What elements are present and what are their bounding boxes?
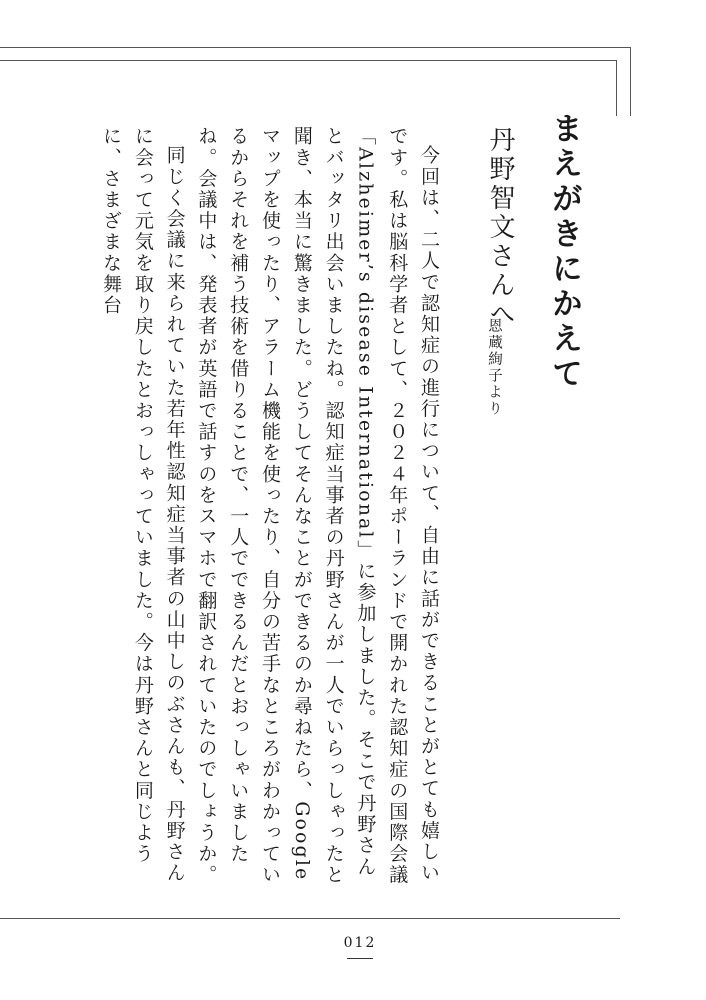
body-paragraph: 同じく会議に来られていた若年性認知症当事者の山中しのぶさんも、丹野さんに会って元気を取り戻したとおっしゃっていました。今は丹野さんと同じように、さまざまな舞台	[100, 126, 186, 884]
body-text	[100, 126, 444, 886]
chapter-subtitle: 丹野智文さんへ	[485, 126, 515, 329]
frame-top-line-outer	[0, 47, 630, 48]
chapter-title: まえがきにかえて	[546, 112, 582, 392]
frame-right-line-inner	[616, 60, 617, 116]
body-paragraph: 今回は、二人で認知症の進行について、自由に話ができることがとても嬉しいです。私は脳科学者として、２０２４年ポーランドで開かれた認知症の国際会議「Alzheimer’s disease International」に参加しました。そこで丹野さんとバッタリ出会いましたね。認知症当事者の丹野さんが一人でいらっしゃったと聞き、本当に驚きました。どうしてそんなことができるのか尋ねたら、Googleマップを使ったり、アラーム機能を使ったり、自分の苦手なところがわかっているからそれを補う技術を借りることで、一人でできるんだとおっしゃいましたね。会議中は、発表者が英語で話すのをスマホで翻訳されていたのでしょうか。	[195, 126, 440, 886]
frame-right-line-outer	[630, 47, 631, 116]
page-number-underline	[347, 958, 373, 959]
frame-bottom-line	[0, 918, 620, 919]
chapter-author: 恩蔵絢子より	[486, 318, 502, 417]
frame-top-line-inner	[0, 60, 616, 61]
page-number: 012	[343, 935, 377, 951]
